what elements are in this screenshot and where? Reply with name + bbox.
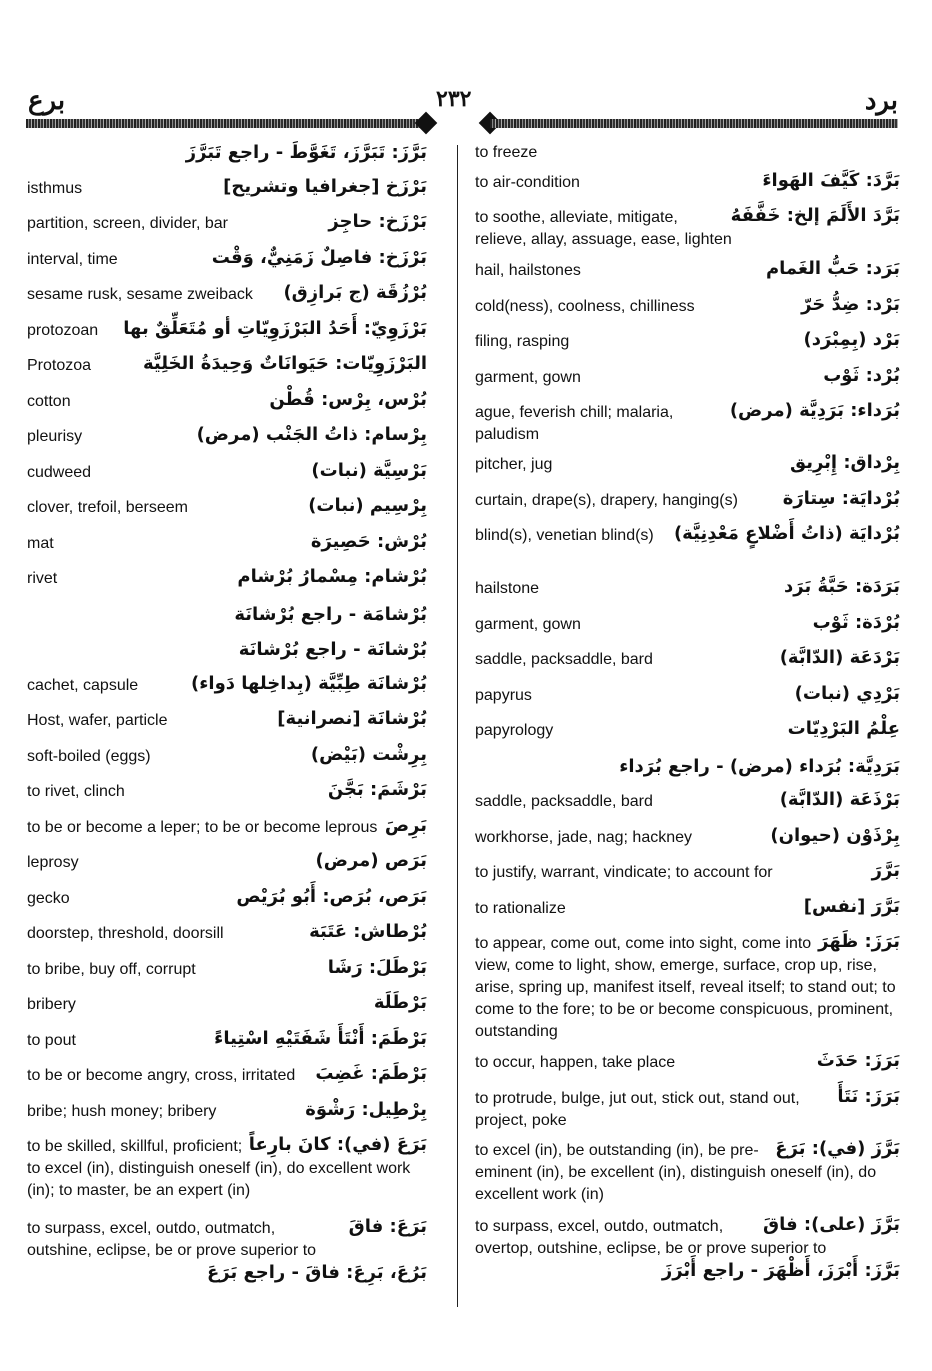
arabic-headword: بُرْشانَة [نصرانية] bbox=[277, 708, 427, 729]
english-definition: workhorse, jade, nag; hackney bbox=[475, 827, 900, 849]
dictionary-entry bbox=[475, 720, 900, 756]
arabic-headword: بَرْزَخ [جغرافيا وتشريح] bbox=[223, 176, 427, 197]
dictionary-entry bbox=[475, 649, 900, 685]
header-rule-left bbox=[26, 119, 430, 128]
dictionary-entry bbox=[475, 367, 900, 402]
arabic-headword: بَرْطَمَ: أَنْتَأَ شَفَتَيْهِ اسْتِياءً bbox=[214, 1028, 427, 1049]
dictionary-entry bbox=[475, 614, 900, 649]
dictionary-entry bbox=[27, 675, 427, 710]
dictionary-entry bbox=[475, 331, 900, 367]
dictionary-entry bbox=[475, 827, 900, 862]
dictionary-entry bbox=[27, 1030, 427, 1065]
dictionary-entry bbox=[475, 142, 900, 172]
arabic-headword: بِرْذَوْن (حيوان) bbox=[770, 825, 900, 846]
dictionary-entry bbox=[27, 994, 427, 1030]
dictionary-entry bbox=[475, 1216, 900, 1260]
arabic-headword: بُرْد: ثَوْب bbox=[823, 365, 900, 386]
english-definition: to be or become a leper; to be or become leprous bbox=[27, 817, 427, 839]
english-definition: soft-boiled (eggs) bbox=[27, 746, 427, 768]
english-definition: cold(ness), coolness, chilliness bbox=[475, 296, 900, 318]
arabic-headword: بَرِصَ bbox=[384, 815, 427, 836]
dictionary-entry bbox=[27, 888, 427, 923]
arabic-headword: بَرَزَ: نَتَأَ bbox=[837, 1086, 900, 1107]
dictionary-entry bbox=[27, 426, 427, 462]
english-definition: partition, screen, divider, bar bbox=[27, 213, 427, 235]
dictionary-entry bbox=[27, 213, 427, 249]
arabic-headword: بَرَص (مرض) bbox=[315, 850, 427, 871]
english-definition: saddle, packsaddle, bard bbox=[475, 791, 900, 813]
dictionary-entry bbox=[475, 207, 900, 260]
english-definition: to pout bbox=[27, 1030, 427, 1052]
arabic-headword: بَرَّزَ (في): بَرَعَ bbox=[775, 1138, 900, 1159]
dictionary-entry bbox=[475, 402, 900, 454]
dictionary-entry bbox=[27, 533, 427, 568]
dictionary-entry bbox=[27, 959, 427, 994]
english-definition: filing, rasping bbox=[475, 331, 900, 353]
arabic-headword: بَرَّزَ: تَبَرَّزَ، تَغَوَّطَ - راجع تَبَرَّزَ bbox=[185, 142, 427, 163]
arabic-headword: بُرَداء: بَرَدِيَّة (مرض) bbox=[729, 400, 900, 421]
arabic-headword: بَرَص، بُرَص: أَبُو بُرَيْص bbox=[236, 886, 427, 907]
english-definition: rivet bbox=[27, 568, 427, 590]
english-definition: papyrology bbox=[475, 720, 900, 742]
page-number: ٢٣٢ bbox=[436, 86, 472, 111]
dictionary-entry bbox=[27, 178, 427, 213]
dictionary-entry bbox=[27, 391, 427, 426]
arabic-headword: بُرْش: حَصِيرَة bbox=[310, 531, 427, 552]
english-definition: gecko bbox=[27, 888, 427, 910]
english-definition: to be skilled, skillful, proficient; to excel (in), distinguish oneself (in), do excellent work (in); to master, be an expert (in) bbox=[27, 1136, 427, 1202]
dictionary-entry bbox=[475, 685, 900, 720]
arabic-headword: بَرَّرَ [نفس] bbox=[803, 896, 900, 917]
dictionary-entry bbox=[27, 1101, 427, 1136]
dictionary-entry bbox=[27, 746, 427, 781]
arabic-headword: بَرَدِيَّة: بُرَداء (مرض) - راجع بُرَداء bbox=[619, 756, 900, 777]
arabic-headword: بَرْد: ضِدُّ حَرّ bbox=[801, 294, 900, 315]
dictionary-entry bbox=[475, 578, 900, 614]
english-definition: pitcher, jug bbox=[475, 454, 900, 476]
english-definition: bribe; hush money; bribery bbox=[27, 1101, 427, 1123]
dictionary-entry bbox=[27, 355, 427, 391]
english-definition: to excel (in), be outstanding (in), be pre-eminent (in), be excellent (in), distinguish oneself (in), do excellent work (in) bbox=[475, 1140, 900, 1206]
english-definition: garment, gown bbox=[475, 614, 900, 636]
arabic-headword: بُرْس، بِرْس: قُطْن bbox=[269, 389, 427, 410]
dictionary-entry bbox=[27, 639, 427, 675]
english-definition: blind(s), venetian blind(s) bbox=[475, 525, 900, 547]
dictionary-entry bbox=[27, 1218, 427, 1262]
arabic-headword: بَرَّزَ: أَبْرَزَ، أَظْهَرَ - راجع أَبْرَزَ bbox=[661, 1260, 900, 1281]
arabic-headword: بَرَّرَ bbox=[871, 860, 900, 881]
english-definition: to freeze bbox=[475, 144, 538, 161]
arabic-headword: بَرْطَلَة bbox=[373, 992, 427, 1013]
english-definition: to occur, happen, take place bbox=[475, 1052, 900, 1074]
column-divider bbox=[457, 145, 458, 1307]
dictionary-entry bbox=[475, 296, 900, 331]
arabic-headword: بُرْشانَة - راجع بُرْشانَة bbox=[238, 639, 427, 660]
dictionary-entry bbox=[27, 142, 427, 178]
english-definition: leprosy bbox=[27, 852, 427, 874]
header-rule-right bbox=[490, 119, 898, 128]
english-definition: papyrus bbox=[475, 685, 900, 707]
arabic-headword: بِرْطِيل: رَشْوَة bbox=[305, 1099, 427, 1120]
arabic-headword: بُرْدايَة (ذاتُ أَضْلاعٍ مَعْدِنِيَّة) bbox=[673, 523, 900, 544]
arabic-headword: بُرْشامَة - راجع بُرْشانَة bbox=[234, 604, 427, 625]
dictionary-entry bbox=[475, 862, 900, 898]
dictionary-entry bbox=[475, 454, 900, 490]
english-definition: mat bbox=[27, 533, 427, 555]
left-column bbox=[27, 142, 427, 1292]
arabic-headword: بَرْشَمَ: بَجَّنَ bbox=[327, 779, 427, 800]
right-column bbox=[475, 142, 900, 1290]
english-definition: clover, trefoil, berseem bbox=[27, 497, 427, 519]
dictionary-entry bbox=[27, 710, 427, 746]
english-definition: to air-condition bbox=[475, 172, 900, 194]
dictionary-entry bbox=[27, 249, 427, 284]
arabic-headword: بَرَّزَ (على): فاقَ bbox=[763, 1214, 900, 1235]
english-definition: saddle, packsaddle, bard bbox=[475, 649, 900, 671]
arabic-headword: البَرْزَوِيّات: حَيَوانَاتٌ وَحِيدَةُ الخَلِيَّة bbox=[142, 353, 427, 374]
english-definition: to protrude, bulge, jut out, stick out, stand out, project, poke bbox=[475, 1088, 900, 1132]
arabic-headword: عِلْمُ البَرْدِيّات bbox=[787, 718, 900, 739]
english-definition: pleurisy bbox=[27, 426, 427, 448]
arabic-headword: بَرْطَلَ: رَشَا bbox=[327, 957, 427, 978]
english-definition: cachet, capsule bbox=[27, 675, 427, 697]
arabic-headword: بِرْسام: ذاتُ الجَنْب (مرض) bbox=[196, 424, 427, 445]
arabic-headword: بُرْطاش: عَتَبَة bbox=[309, 921, 427, 942]
dictionary-entry bbox=[475, 1052, 900, 1088]
arabic-headword: بِرْداق: إِبْرِيق bbox=[789, 452, 900, 473]
english-definition: to be or become angry, cross, irritated bbox=[27, 1065, 427, 1087]
dictionary-entry bbox=[27, 284, 427, 320]
arabic-headword: بَرَزَ: حَدَثَ bbox=[816, 1050, 900, 1071]
dictionary-entry bbox=[475, 525, 900, 578]
arabic-headword: بَرْسِيَّة (نبات) bbox=[311, 460, 427, 481]
dictionary-entry bbox=[27, 497, 427, 533]
dictionary-entry bbox=[475, 756, 900, 791]
arabic-headword: بُرْزُقَة (ج بَرازِق) bbox=[283, 282, 427, 303]
dictionary-entry bbox=[27, 781, 427, 817]
dictionary-entry bbox=[27, 923, 427, 959]
english-definition: Host, wafer, particle bbox=[27, 710, 427, 732]
arabic-headword: بَرْدَعَة (الدّابَّة) bbox=[779, 647, 900, 668]
english-definition: protozoan bbox=[27, 320, 427, 342]
arabic-headword: بُرْدايَة: سِتارَة bbox=[782, 488, 900, 509]
dictionary-entry bbox=[475, 791, 900, 827]
dictionary-entry bbox=[27, 1136, 427, 1218]
dictionary-entry bbox=[27, 604, 427, 639]
dictionary-entry bbox=[475, 1088, 900, 1140]
dictionary-entry bbox=[27, 320, 427, 355]
dictionary-entry bbox=[475, 1140, 900, 1216]
dictionary-entry bbox=[27, 817, 427, 852]
arabic-headword: بَرَّدَ الأَلَمَ إلخ: خَفَّفَهُ bbox=[730, 205, 900, 226]
english-definition: doorstep, threshold, doorsill bbox=[27, 923, 427, 945]
dictionary-entry bbox=[27, 852, 427, 888]
dictionary-entry bbox=[27, 568, 427, 604]
english-definition: curtain, drape(s), drapery, hanging(s) bbox=[475, 490, 900, 512]
english-definition: garment, gown bbox=[475, 367, 900, 389]
english-definition: to bribe, buy off, corrupt bbox=[27, 959, 427, 981]
arabic-headword: بَرْذَعَة (الدّابَّة) bbox=[779, 789, 900, 810]
dictionary-entry bbox=[475, 933, 900, 1052]
english-definition: ague, feverish chill; malaria, paludism bbox=[475, 402, 900, 446]
arabic-headword: بِرْسِيم (نبات) bbox=[308, 495, 427, 516]
english-definition: cudweed bbox=[27, 462, 427, 484]
arabic-headword: بَرَّدَ: كَيَّفَ الهَواءَ bbox=[762, 170, 900, 191]
english-definition: to rationalize bbox=[475, 898, 900, 920]
arabic-headword: بُرْشام: مِسْمارُ بُرْشام bbox=[237, 566, 427, 587]
dictionary-entry bbox=[475, 898, 900, 933]
dictionary-entry bbox=[475, 1260, 900, 1290]
arabic-headword: بُرْدَة: ثَوْب bbox=[812, 612, 900, 633]
english-definition: bribery bbox=[27, 994, 427, 1016]
dictionary-entry bbox=[27, 462, 427, 497]
arabic-headword: بَرَدَة: حَبَّةُ بَرَد bbox=[784, 576, 900, 597]
dictionary-entry bbox=[475, 490, 900, 525]
english-definition: to appear, come out, come into sight, come into view, come to light, show, emerge, surface, crop up, rise, arise, spring up, manifest itself, reveal itself; to stand out; to come to the fore; to be or become conspicuous, prominent, outstanding bbox=[475, 933, 900, 1043]
header-guide-word-right: برد bbox=[864, 86, 898, 115]
english-definition: Protozoa bbox=[27, 355, 427, 377]
arabic-headword: بَرَعَ (في): كانَ بارِعاً bbox=[248, 1134, 427, 1155]
arabic-headword: بَرْدِي (نبات) bbox=[794, 683, 900, 704]
english-definition: to surpass, excel, outdo, outmatch, overtop, outshine, eclipse, be or prove superior to bbox=[475, 1216, 900, 1260]
header-guide-word-left: برع bbox=[28, 86, 66, 115]
arabic-headword: بَرُعَ، بَرِعَ: فاقَ - راجع بَرَعَ bbox=[206, 1262, 427, 1283]
arabic-headword: بَرْد (بِمِبْرَد) bbox=[803, 329, 900, 350]
english-definition: to soothe, alleviate, mitigate, relieve, allay, assuage, ease, lighten bbox=[475, 207, 900, 251]
arabic-headword: بَرَزَ: ظَهَرَ bbox=[818, 931, 900, 952]
english-definition: interval, time bbox=[27, 249, 427, 271]
english-definition: to surpass, excel, outdo, outmatch, outshine, eclipse, be or prove superior to bbox=[27, 1218, 427, 1262]
arabic-headword: بَرْزَخ: حاجِز bbox=[328, 211, 427, 232]
english-definition: cotton bbox=[27, 391, 427, 413]
dictionary-entry bbox=[475, 260, 900, 296]
dictionary-entry bbox=[27, 1065, 427, 1101]
arabic-headword: بَرَد: حَبُّ الغَمام bbox=[765, 258, 900, 279]
arabic-headword: بَرْزَخ: فاصِلٌ زَمَنِيٌّ، وَقْت bbox=[211, 247, 427, 268]
english-definition: hailstone bbox=[475, 578, 900, 600]
english-definition: sesame rusk, sesame zweiback bbox=[27, 284, 427, 306]
english-definition: to justify, warrant, vindicate; to account for bbox=[475, 862, 900, 884]
ornament-diamond-left bbox=[415, 112, 438, 135]
arabic-headword: بُرْشانَة طِبِّيَّة (بِداخِلها دَواء) bbox=[191, 673, 427, 694]
arabic-headword: بَرْزَوِيّ: أَحَدُ البَرْزَوِيّاتِ أو مُتَعَلِّقٌ بها bbox=[123, 318, 427, 339]
english-definition: hail, hailstones bbox=[475, 260, 900, 282]
dictionary-entry bbox=[475, 172, 900, 207]
arabic-headword: بِرِشْت (بَيْض) bbox=[310, 744, 427, 765]
arabic-headword: بَرَعَ: فاقَ bbox=[348, 1216, 427, 1237]
english-definition: to rivet, clinch bbox=[27, 781, 427, 803]
dictionary-entry bbox=[27, 1262, 427, 1292]
arabic-headword: بَرْطَمَ: غَضِبَ bbox=[315, 1063, 427, 1084]
english-definition: isthmus bbox=[27, 178, 427, 200]
